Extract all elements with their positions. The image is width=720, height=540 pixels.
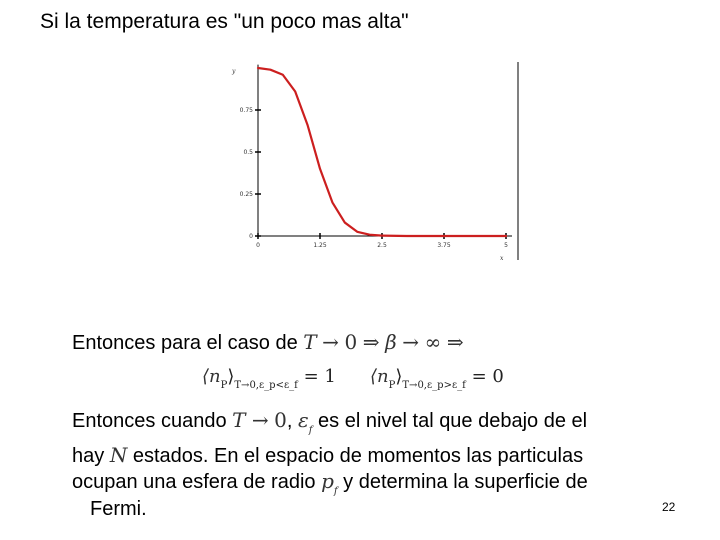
fermi-distribution-plot xyxy=(220,58,520,268)
paragraph-line xyxy=(72,408,588,443)
eq-rhs: = 1 xyxy=(303,366,336,387)
y-tick-label: 0.75 xyxy=(239,107,253,114)
x-tick-label: 0 xyxy=(256,242,260,249)
y-tick-label: 0.25 xyxy=(239,191,253,198)
x-tick-label: 5 xyxy=(504,242,508,249)
eq-subscript: T→0,ε_p<ε_f xyxy=(234,380,298,391)
implies-symbol: ⇒ xyxy=(446,330,464,354)
case-text: Entonces para el caso de xyxy=(72,332,298,354)
paragraph-fermi xyxy=(72,408,588,504)
zero-symbol: 0 xyxy=(344,330,358,354)
x-tick-label: 1.25 xyxy=(313,242,327,249)
eq-rhs: = 0 xyxy=(471,366,504,387)
eq-p: P xyxy=(388,380,396,391)
implies-symbol: ⇒ xyxy=(362,330,380,354)
infinity-symbol: ∞ xyxy=(424,330,442,354)
arrow-symbol: → xyxy=(322,330,339,354)
text-span: hay xyxy=(72,445,105,467)
y-tick-label: 0.5 xyxy=(243,149,253,156)
symbol-p-f xyxy=(321,469,338,497)
plot-canvas xyxy=(220,58,520,268)
symbol-T: T xyxy=(303,330,317,354)
zero-symbol: 0 xyxy=(274,408,287,432)
eq-bracket: ⟩ xyxy=(395,366,403,387)
text-span: , xyxy=(286,410,293,432)
p-symbol: p xyxy=(321,469,334,493)
equation-occupied xyxy=(202,366,336,391)
paragraph-end: Fermi. xyxy=(90,498,147,520)
y-axis-label: y xyxy=(232,68,236,75)
symbol-beta: β xyxy=(385,330,397,354)
eq-n: ⟨n xyxy=(202,366,221,387)
subscript-f: f xyxy=(333,486,338,497)
subscript-f: f xyxy=(308,425,313,436)
text-span: Entonces cuando xyxy=(72,410,227,432)
text-span: ocupan una esfera de radio xyxy=(72,471,316,493)
series-line xyxy=(258,68,506,236)
symbol-N: N xyxy=(109,443,128,467)
x-tick-label: 2.5 xyxy=(377,242,387,249)
epsilon-symbol: ε xyxy=(298,408,309,432)
slide-title: Si la temperatura es "un poco mas alta" xyxy=(40,10,409,33)
eq-subscript: T→0,ε_p>ε_f xyxy=(402,380,466,391)
paragraph-case xyxy=(72,330,464,356)
x-tick-label: 3.75 xyxy=(437,242,451,249)
paragraph-line xyxy=(72,469,588,504)
text-span: es el nivel tal que debajo de el xyxy=(318,410,588,432)
eq-bracket: ⟩ xyxy=(227,366,235,387)
y-tick-label: 0 xyxy=(249,233,253,240)
symbol-T: T → xyxy=(232,408,269,432)
paragraph-line xyxy=(72,443,588,469)
equation-empty xyxy=(370,366,504,391)
text-span: estados. En el espacio de momentos las particulas xyxy=(132,445,584,467)
page-number: 22 xyxy=(662,500,676,514)
x-axis-label: x xyxy=(500,255,504,262)
arrow-symbol: → xyxy=(402,330,420,354)
eq-p: P xyxy=(220,380,228,391)
symbol-epsilon-f xyxy=(298,408,313,436)
text-span: y determina la superficie de xyxy=(343,471,588,493)
eq-n: ⟨n xyxy=(370,366,389,387)
